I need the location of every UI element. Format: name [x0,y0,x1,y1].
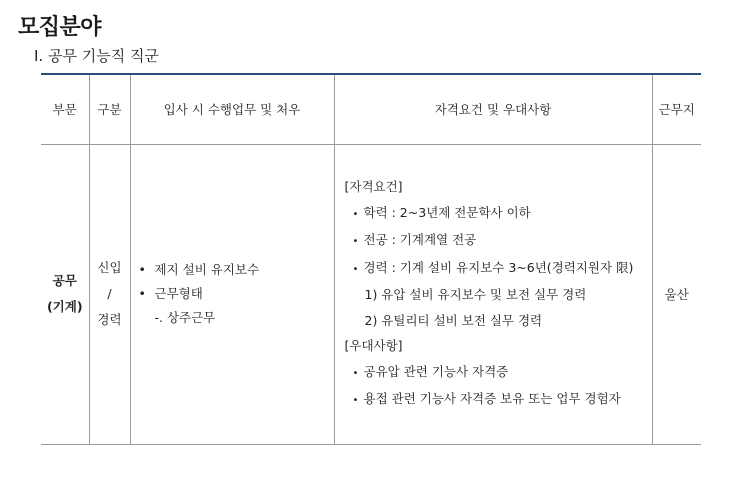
bullet-icon: • [352,395,359,407]
preferences-title: [우대사항] [344,338,403,354]
list-item: • 전공 : 기계계열 전공 [345,227,652,255]
list-item [139,306,334,330]
bullet-icon: • [352,367,359,379]
qualifications-cell [334,144,652,444]
list-item: • 경력 : 기계 설비 유지보수 3~6년(경력지원자 限) [345,255,652,283]
list-item: • 학력 : 2~3년제 전문학사 이하 [345,200,652,228]
category-separator: / [107,286,112,301]
header-qualifications: 자격요건 및 우대사항 [334,74,652,144]
category-new: 신입 [97,260,122,275]
section-title: I. 공무 기능직 직군 [34,47,159,65]
list-item: 1) 유압 설비 유지보수 및 보전 실무 경력 [364,287,587,303]
location-name: 울산 [664,287,689,302]
page-title: 모집분야 [18,15,102,40]
duty-text: 근무형태 [154,286,203,301]
duty-text: 제지 설비 유지보수 [154,262,260,277]
duties-cell [130,144,334,444]
bullet-icon: • [352,236,359,248]
bullet-icon: • [352,208,359,220]
header-category: 구분 [89,74,130,144]
bullet-icon: • [352,263,359,275]
duty-text: -. 상주근무 [154,310,216,325]
list-item [139,258,334,282]
header-duties: 입사 시 수행업무 및 처우 [130,74,334,144]
table-row [41,144,701,444]
requirements-title: [자격요건] [344,179,403,195]
header-location: 근무지 [652,74,701,144]
location-cell [652,144,701,444]
department-cell [41,144,89,444]
qualifications-block [335,174,652,414]
category-experienced: 경력 [97,312,122,327]
header-department: 부문 [41,74,89,144]
list-item [139,282,334,306]
list-item: • 용접 관련 기능사 자격증 보유 또는 업무 경험자 [345,386,652,414]
list-item: 2) 유틸리티 설비 보전 실무 경력 [364,312,543,328]
category-cell [89,144,130,444]
bullet-icon: • [138,262,146,277]
department-name: 공무 [52,273,77,288]
recruitment-table [41,73,701,445]
table-header-row [41,74,701,144]
bullet-icon: • [138,286,146,301]
list-item: • 공유압 관련 기능사 자격증 [345,359,652,387]
department-sub: (기계) [46,299,83,314]
duties-list [131,258,334,330]
